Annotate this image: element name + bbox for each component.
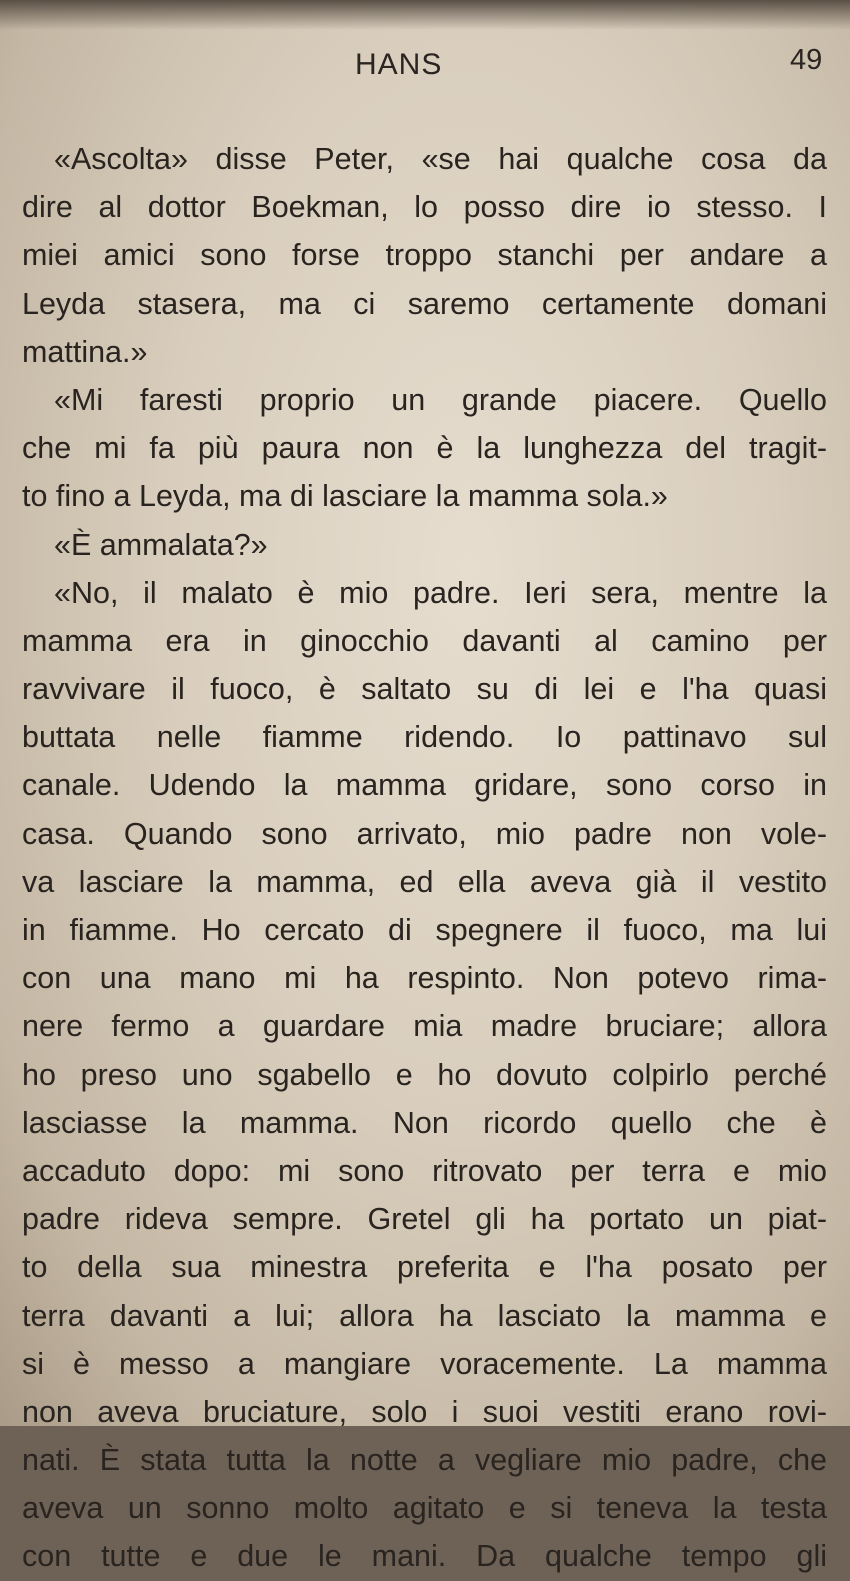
text-line: terra davanti a lui; allora ha lasciato la mamma e <box>22 1298 827 1333</box>
text-line: Leyda stasera, ma ci saremo certamente domani <box>22 286 827 321</box>
text-line: va lasciare la mamma, ed ella aveva già il vestito <box>22 864 827 899</box>
text-line: to della sua minestra preferita e l'ha posato per <box>22 1250 827 1285</box>
text-line: miei amici sono forse troppo stanchi per andare a <box>22 238 827 273</box>
text-line: «Ascolta» disse Peter, «se hai qualche cosa da <box>54 142 827 176</box>
text-line: aveva un sonno molto agitato e si teneva la testa <box>22 1491 827 1526</box>
text-line: ravvivare il fuoco, è saltato su di lei e l'ha quasi <box>22 672 827 707</box>
running-title: HANS <box>355 48 443 81</box>
text-line: «È ammalata?» <box>54 527 268 562</box>
text-line: accaduto dopo: mi sono ritrovato per terra e mio <box>22 1153 827 1188</box>
text-line: non aveva bruciature, solo i suoi vestiti erano rovi- <box>22 1394 827 1429</box>
text-line: «Mi faresti proprio un grande piacere. Quello <box>54 382 827 417</box>
text-line: canale. Udendo la mamma gridare, sono corso in <box>22 768 827 803</box>
text-line: in fiamme. Ho cercato di spegnere il fuoco, ma lui <box>22 913 827 947</box>
text-line: casa. Quando sono arrivato, mio padre non vole- <box>22 816 827 851</box>
text-line: con tutte e due le mani. Da qualche tempo gli <box>22 1539 827 1574</box>
page-edge-shadow <box>0 0 850 30</box>
text-line: che mi fa più paura non è la lunghezza del tragit- <box>22 431 827 466</box>
text-line: padre rideva sempre. Gretel gli ha portato un piat- <box>22 1202 827 1237</box>
page-number: 49 <box>790 44 823 76</box>
text-line: mattina.» <box>22 334 148 369</box>
text-line: dire al dottor Boekman, lo posso dire io stesso. I <box>22 190 827 225</box>
text-line: nati. È stata tutta la notte a vegliare mio padre, che <box>22 1443 827 1478</box>
text-line: con una mano mi ha respinto. Non potevo rima- <box>22 961 827 996</box>
text-line: buttata nelle fiamme ridendo. Io pattinavo sul <box>22 720 827 755</box>
text-line: mamma era in ginocchio davanti al camino per <box>22 623 827 658</box>
text-line: si è messo a mangiare voracemente. La mamma <box>22 1346 827 1381</box>
text-line: ho preso uno sgabello e ho dovuto colpirlo perché <box>22 1057 827 1092</box>
text-line: «No, il malato è mio padre. Ieri sera, mentre la <box>54 575 827 610</box>
text-line: lasciasse la mamma. Non ricordo quello che è <box>22 1105 827 1140</box>
text-line: nere fermo a guardare mia madre bruciare; allora <box>22 1009 827 1044</box>
running-head <box>0 44 850 84</box>
text-line: to fino a Leyda, ma di lasciare la mamma sola.» <box>22 479 668 514</box>
body-text <box>22 135 827 1581</box>
